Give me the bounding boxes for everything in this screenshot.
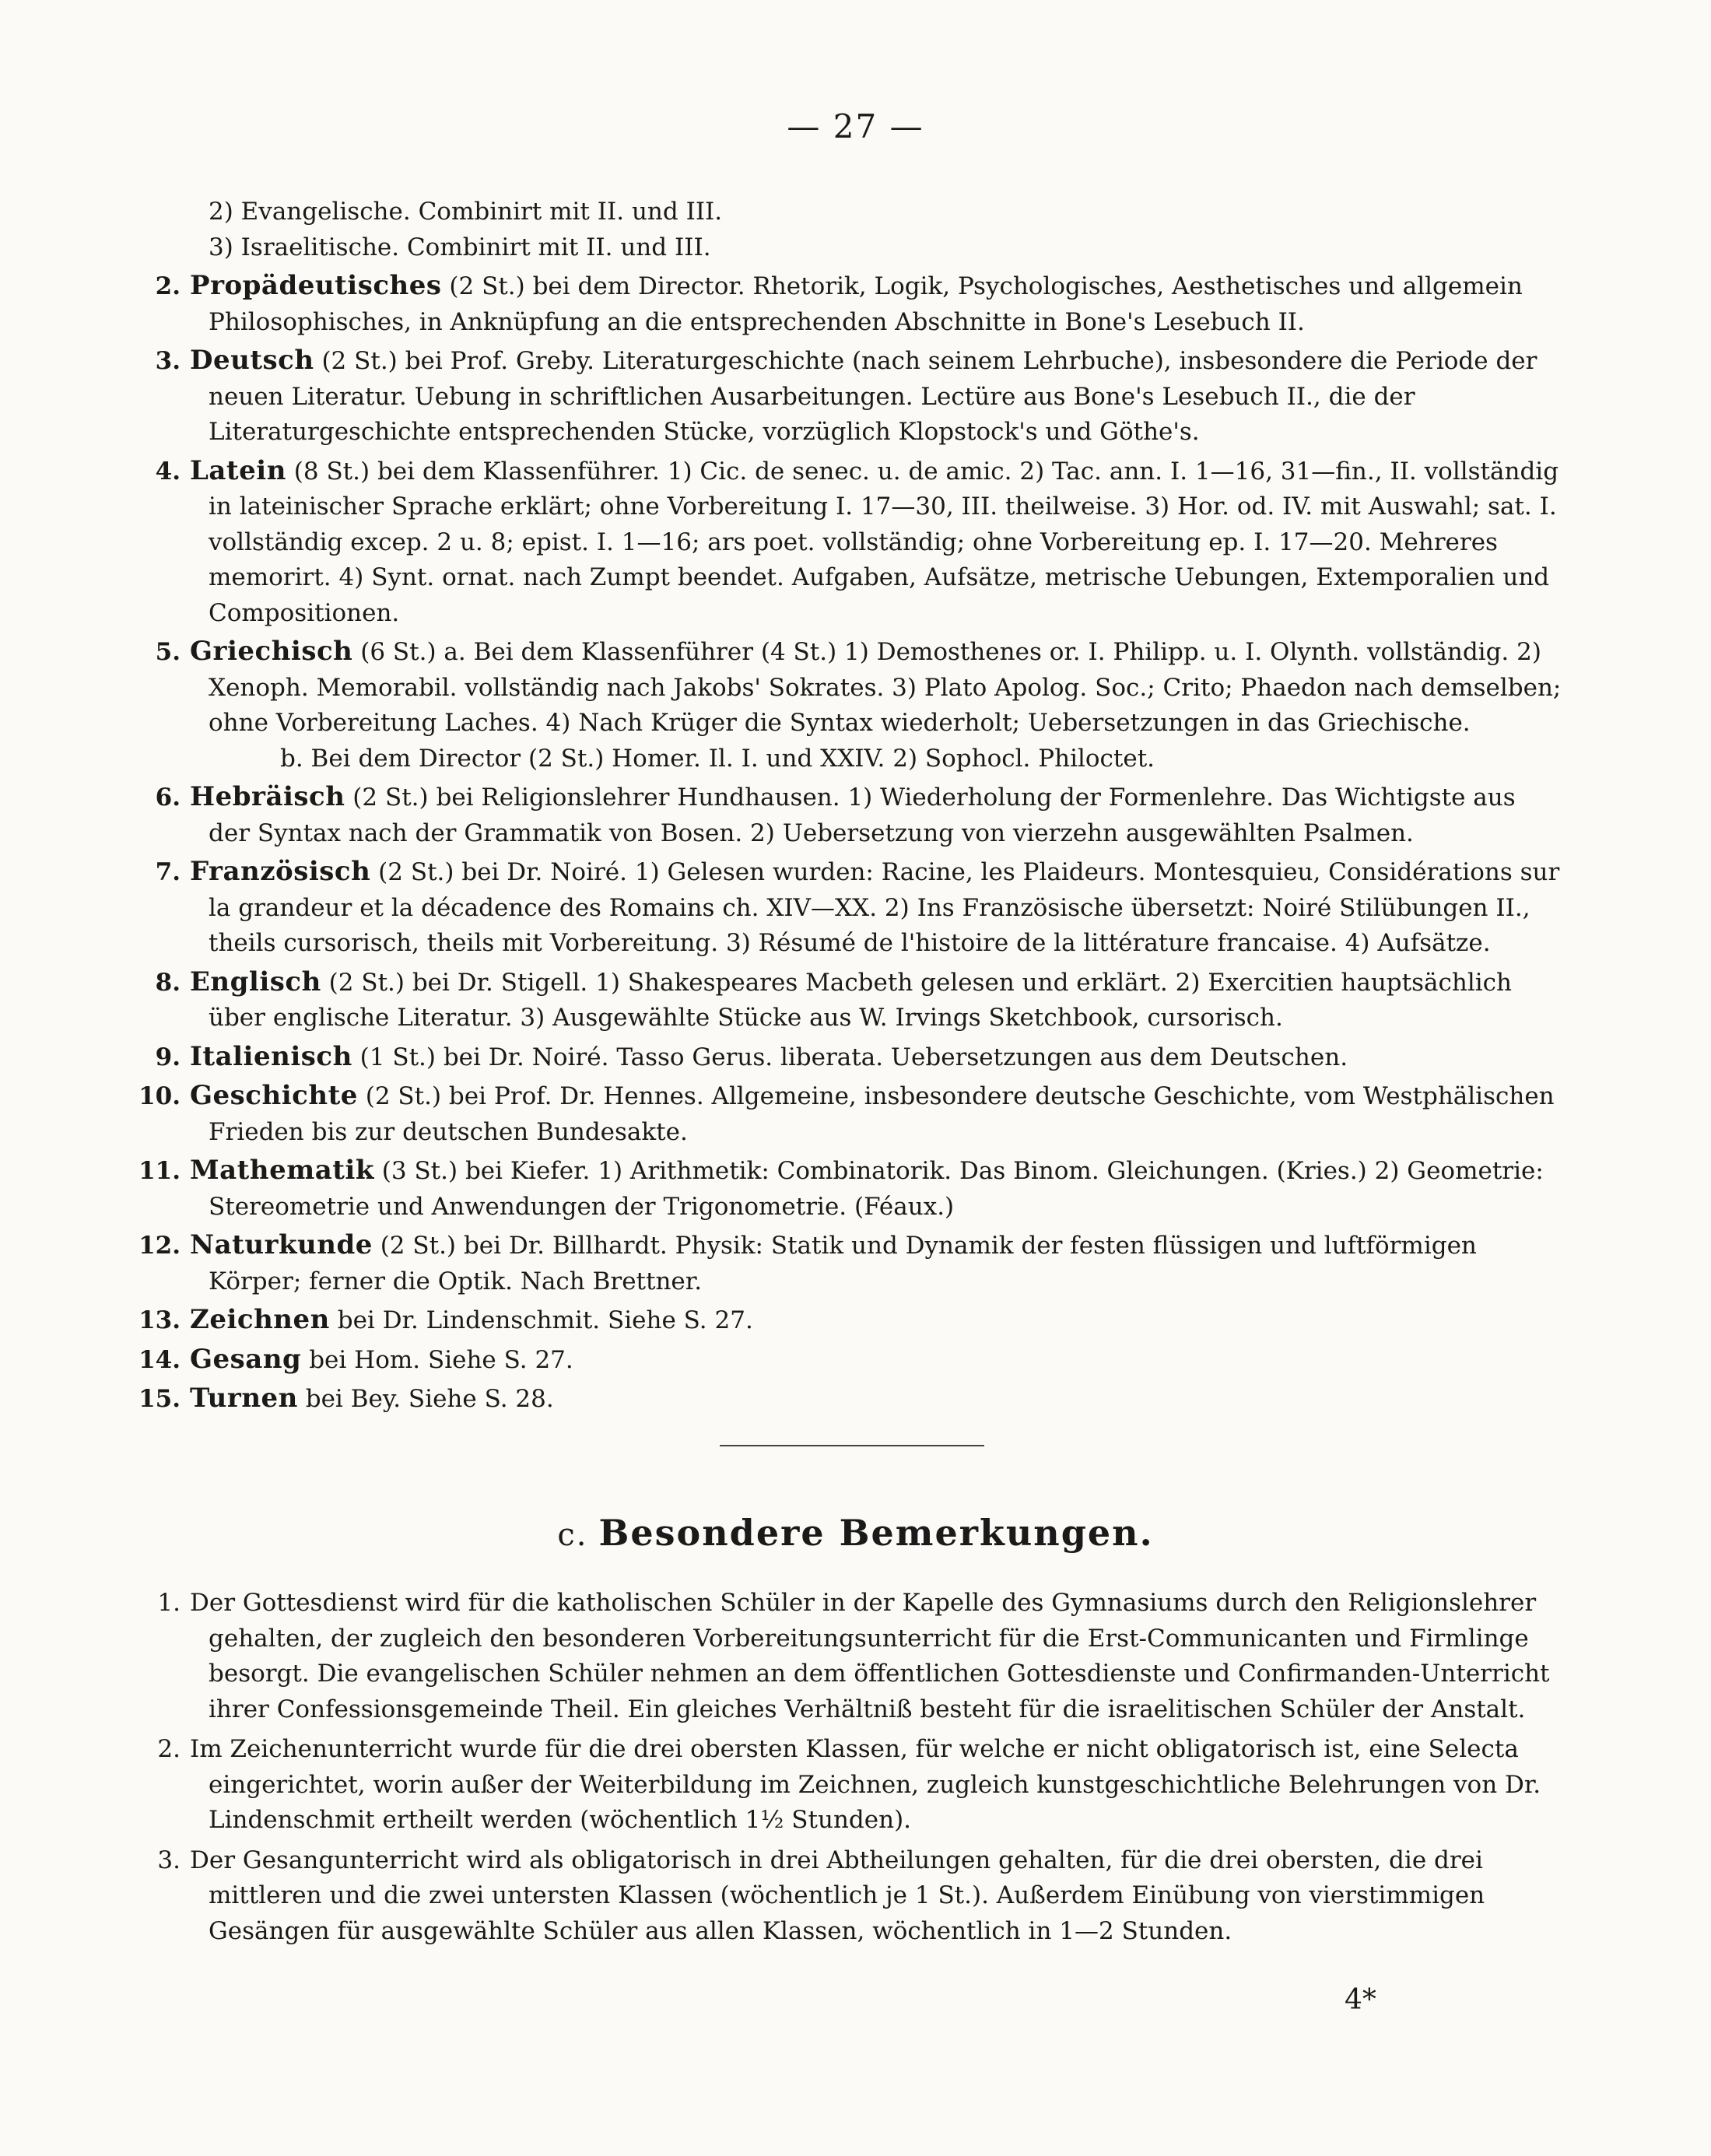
- subject-name: Deutsch: [190, 345, 314, 376]
- list-item: [117, 780, 1564, 851]
- item-text: b. Bei dem Director (2 St.) Homer. Il. I. und XXIV. 2) Sophocl. Philoctet.: [280, 744, 1155, 773]
- section-divider: [720, 1445, 984, 1446]
- signature-mark: 4*: [1345, 1984, 1376, 2016]
- subject-name: Latein: [190, 454, 286, 486]
- item-text: (2 St.) bei Dr. Stigell. 1) Shakespeares Macbeth gelesen und erklärt. 2) Exercitien hauptsächlich über englische Literatur. 3) Ausgewählte Stücke aus W. Irvings Sketchbook, cursorisch.: [209, 968, 1512, 1032]
- item-number: 4.: [155, 457, 181, 486]
- subject-name: Turnen: [190, 1383, 298, 1414]
- subject-name: Französisch: [190, 856, 371, 887]
- list-item: [117, 230, 1564, 266]
- list-item: [117, 1153, 1564, 1225]
- item-text: (2 St.) bei Prof. Dr. Hennes. Allgemeine, insbesondere deutsche Geschichte, vom Westphälischen Frieden bis zur deutschen Bundesakte.: [209, 1082, 1555, 1146]
- section-letter: c.: [557, 1517, 588, 1553]
- item-text: (3 St.) bei Kiefer. 1) Arithmetik: Combinatorik. Das Binom. Gleichungen. (Kries.) 2) Geometrie: Stereometrie und Anwendungen der Trigonometrie. (Féaux.): [209, 1157, 1544, 1221]
- item-number: 13.: [138, 1306, 181, 1334]
- item-text: (2 St.) bei Dr. Noiré. 1) Gelesen wurden: Racine, les Plaideurs. Montesquieu, Considérations sur la grandeur et la décadence des Romains ch. XIV—XX. 2) Ins Französische übersetzt: Noiré Stilübungen II., theils cursorisch, theils mit Vorbereitung. 3) Résumé de l'histoire de la littérature francaise. 4) Aufsätze.: [209, 858, 1560, 957]
- item-number: 9.: [155, 1043, 181, 1071]
- item-text: 2) Evangelische. Combinirt mit II. und III.: [209, 198, 723, 226]
- list-item: [117, 854, 1564, 962]
- item-number: 2.: [155, 272, 181, 300]
- item-number: 3.: [155, 347, 181, 375]
- subject-name: Geschichte: [190, 1080, 358, 1111]
- item-number: 6.: [155, 784, 181, 812]
- item-number: 14.: [138, 1345, 181, 1374]
- list-item: [117, 268, 1564, 340]
- subject-name: Englisch: [190, 966, 321, 997]
- subject-name: Propädeutisches: [190, 270, 442, 301]
- list-item: [117, 1228, 1564, 1299]
- item-text: 3) Israelitische. Combinirt mit II. und III.: [209, 233, 711, 261]
- item-text: Der Gesangunterricht wird als obligatorisch in drei Abtheilungen gehalten, für die drei obersten, die drei mittleren und die zwei untersten Klassen (wöchentlich je 1 St.). Außerdem Einübung von vierstimmigen Gesängen für ausgewählte Schüler aus allen Klassen, wöchentlich in 1—2 Stunden.: [190, 1846, 1485, 1945]
- item-number: 11.: [138, 1157, 181, 1185]
- subject-name: Mathematik: [190, 1155, 374, 1186]
- item-text: (2 St.) bei Religionslehrer Hundhausen. 1) Wiederholung der Formenlehre. Das Wichtigste aus der Syntax nach der Grammatik von Bosen. 2) Uebersetzung von vierzehn ausgewählten Psalmen.: [209, 784, 1516, 847]
- item-number: 8.: [155, 968, 181, 997]
- subject-name: Gesang: [190, 1343, 302, 1375]
- subject-name: Zeichnen: [190, 1304, 330, 1335]
- item-text: Im Zeichenunterricht wurde für die drei obersten Klassen, für welche er nicht obligatorisch ist, eine Selecta eingerichtet, worin außer der Weiterbildung im Zeichnen, zugleich kunstgeschichtliche Belehrungen von Dr. Lindenschmit ertheilt werden (wöchentlich 1½ Stunden).: [190, 1735, 1541, 1834]
- list-item: [117, 634, 1564, 741]
- remark-item: [117, 1732, 1564, 1839]
- list-item: [117, 343, 1564, 450]
- item-text: (2 St.) bei dem Director. Rhetorik, Logik, Psychologisches, Aesthetisches und allgemein Philosophisches, in Anknüpfung an die entsprechenden Abschnitte in Bone's Lesebuch II.: [209, 272, 1523, 336]
- item-number: 5.: [155, 638, 181, 666]
- list-item: [117, 741, 1564, 777]
- list-item: [117, 195, 1564, 230]
- remarks-list: [117, 1581, 1564, 1949]
- list-item: [117, 454, 1564, 632]
- list-item: [117, 1039, 1564, 1076]
- list-item: [117, 965, 1564, 1036]
- item-text: (2 St.) bei Dr. Billhardt. Physik: Statik und Dynamik der festen flüssigen und luftförmigen Körper; ferner die Optik. Nach Brettner.: [209, 1232, 1477, 1295]
- section-title: Besondere Bemerkungen.: [598, 1512, 1154, 1554]
- item-number: 2.: [157, 1735, 181, 1763]
- remark-item: [117, 1586, 1564, 1727]
- list-item: [117, 1381, 1564, 1418]
- remark-item: [117, 1843, 1564, 1950]
- list-item: [117, 1302, 1564, 1339]
- section-heading: [0, 1512, 1711, 1554]
- subject-name: Naturkunde: [190, 1229, 373, 1260]
- subject-name: Griechisch: [190, 636, 353, 667]
- item-text: (1 St.) bei Dr. Noiré. Tasso Gerus. liberata. Uebersetzungen aus dem Deutschen.: [352, 1043, 1348, 1071]
- item-number: 3.: [157, 1846, 181, 1874]
- list-item: [117, 1078, 1564, 1150]
- item-number: 7.: [155, 858, 181, 886]
- curriculum-list: [117, 195, 1564, 1418]
- subject-name: Hebräisch: [190, 781, 345, 812]
- subject-name: Italienisch: [190, 1040, 352, 1072]
- item-text: (2 St.) bei Prof. Greby. Literaturgeschichte (nach seinem Lehrbuche), insbesondere die Periode der neuen Literatur. Uebung in schriftlichen Ausarbeitungen. Lectüre aus Bone's Lesebuch II., die der Literaturgeschichte entsprechenden Stücke, vorzüglich Klopstock's und Göthe's.: [209, 347, 1537, 446]
- page-number: — 27 —: [787, 107, 924, 145]
- item-number: 1.: [157, 1589, 181, 1617]
- item-number: 12.: [138, 1232, 181, 1260]
- item-text: Der Gottesdienst wird für die katholischen Schüler in der Kapelle des Gymnasiums durch den Religionslehrer gehalten, der zugleich den besonderen Vorbereitungsunterricht für die Erst-Communicanten und Firmlinge besorgt. Die evangelischen Schüler nehmen an dem öffentlichen Gottesdienste und Confirmanden-Unterricht ihrer Confessionsgemeinde Theil. Ein gleiches Verhältniß besteht für die israelitischen Schüler der Anstalt.: [190, 1589, 1550, 1723]
- item-text: bei Hom. Siehe S. 27.: [301, 1345, 573, 1374]
- list-item: [117, 1342, 1564, 1379]
- item-text: bei Dr. Lindenschmit. Siehe S. 27.: [329, 1306, 753, 1334]
- item-text: (6 St.) a. Bei dem Klassenführer (4 St.) 1) Demosthenes or. I. Philipp. u. I. Olynth. vollständig. 2) Xenoph. Memorabil. vollständig nach Jakobs' Sokrates. 3) Plato Apolog. Soc.; Crito; Phaedon nach demselben; ohne Vorbereitung Laches. 4) Nach Krüger die Syntax wiederholt; Uebersetzungen in das Griechische.: [209, 638, 1562, 737]
- item-number: 15.: [138, 1385, 181, 1413]
- item-text: (8 St.) bei dem Klassenführer. 1) Cic. de senec. u. de amic. 2) Tac. ann. I. 1—16, 31—fin., II. vollständig in lateinischer Sprache erklärt; ohne Vorbereitung I. 17—30, III. theilweise. 3) Hor. od. IV. mit Auswahl; sat. I. vollständig excep. 2 u. 8; epist. I. 1—16; ars poet. vollständig; ohne Vorbereitung ep. I. 17—20. Mehreres memorirt. 4) Synt. ornat. nach Zumpt beendet. Aufgaben, Aufsätze, metrische Uebungen, Extemporalien und Compositionen.: [209, 457, 1559, 627]
- item-text: bei Bey. Siehe S. 28.: [297, 1385, 554, 1413]
- item-number: 10.: [138, 1082, 181, 1110]
